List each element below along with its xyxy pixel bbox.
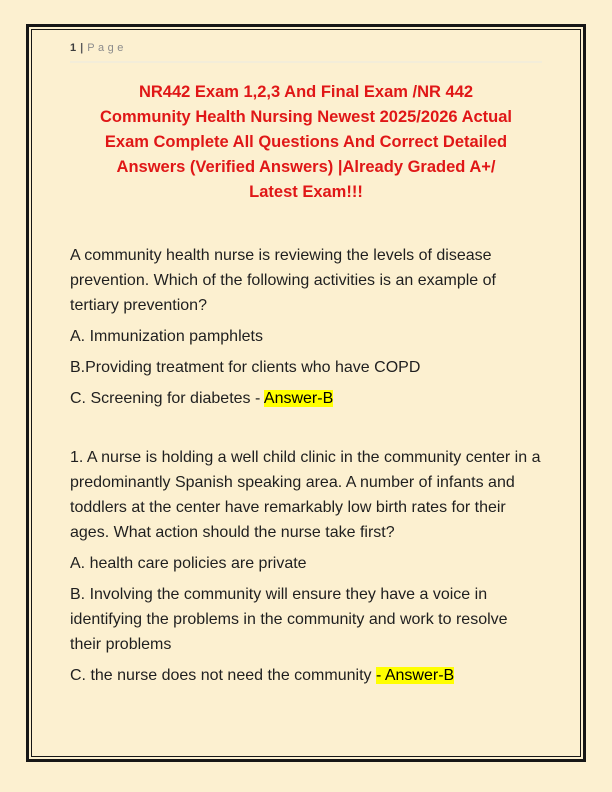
answer-highlight: Answer-B (263, 390, 334, 407)
answer-option (70, 582, 542, 657)
page-frame (26, 24, 586, 762)
title-line: Exam Complete All Questions And Correct Detailed (104, 133, 508, 151)
answer-option (70, 551, 542, 576)
option-text: A. health care policies are private (70, 555, 307, 572)
page-header (70, 36, 542, 63)
option-text: B. Involving the community will ensure they have a voice in identifying the problems in the community and work to resolve their problems (70, 586, 508, 653)
page-label: Page (87, 42, 127, 54)
answer-option (70, 663, 542, 688)
answer-highlight: - Answer-B (375, 667, 455, 684)
qa-section (70, 243, 542, 688)
question-block-1 (70, 243, 542, 411)
title-line: Latest Exam!!! (249, 183, 363, 201)
option-text: A. Immunization pamphlets (70, 328, 263, 345)
option-text: C. the nurse does not need the community (70, 667, 376, 684)
answer-option (70, 324, 542, 349)
header-separator: | (80, 42, 84, 54)
title-line: Answers (Verified Answers) |Already Graded A+/ (116, 158, 496, 176)
page-frame-inner (31, 29, 581, 757)
title-line: NR442 Exam 1,2,3 And Final Exam /NR 442 (138, 83, 474, 101)
document-title (70, 80, 542, 205)
question-stem: A community health nurse is reviewing the levels of disease prevention. Which of the following activities is an example of tertiary prevention? (70, 247, 496, 314)
option-text: B.Providing treatment for clients who have COPD (70, 359, 421, 376)
title-line: Community Health Nursing Newest 2025/2026 Actual (99, 108, 513, 126)
answer-option (70, 386, 542, 411)
page-number: 1 (70, 42, 77, 54)
question-block-2 (70, 445, 542, 688)
option-text: C. Screening for diabetes - (70, 390, 264, 407)
question-stem: 1. A nurse is holding a well child clinic in the community center in a predominantly Spanish speaking area. A number of infants and toddlers at the center have remarkably low birth rates for their ages. What action should the nurse take first? (70, 449, 541, 541)
answer-option (70, 355, 542, 380)
